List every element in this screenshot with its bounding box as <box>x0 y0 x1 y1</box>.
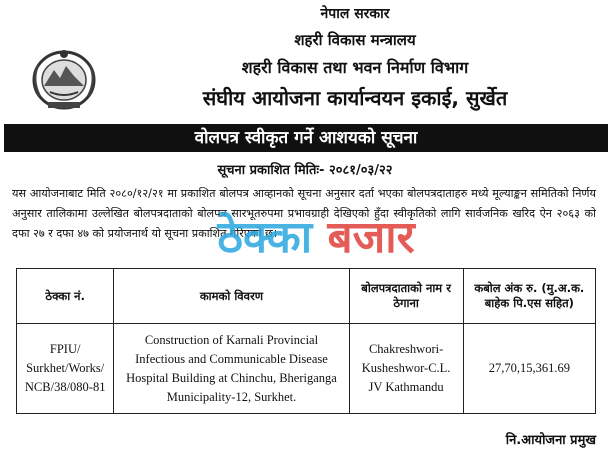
department-title: शहरी विकास तथा भवन निर्माण विभाग <box>241 58 469 77</box>
office-title: संघीय आयोजना कार्यान्वयन इकाई, सुर्खेत <box>202 86 508 110</box>
signoff: नि.आयोजना प्रमुख <box>505 433 596 448</box>
ministry-title: शहरी विकास मन्त्रालय <box>294 31 416 49</box>
cell-description: Construction of Karnali Provincial Infectious and Communicable Disease Hospital Building at Chinchu, Bheriganga Municipality-12, Surkhet. <box>114 324 349 414</box>
cell-contract-no: FPIU/ Surkhet/Works/ NCB/38/080-81 <box>17 324 114 414</box>
govt-title: नेपाल सरकार <box>320 6 390 22</box>
svg-text:ठेक्का बजार: ठेक्का बजार <box>217 212 415 263</box>
published-date: सूचना प्रकाशित मितिः- २०८१/०३/२२ <box>217 163 393 178</box>
cell-bidder: Chakreshwori-Kusheshwor-C.L. JV Kathmandu <box>349 324 463 414</box>
col-contract-no: ठेक्का नं. <box>17 269 114 324</box>
col-bidder: बोलपत्रदाताको नाम र ठेगाना <box>349 269 463 324</box>
cell-amount: 27,70,15,361.69 <box>463 324 595 414</box>
table-header-row <box>17 269 596 324</box>
nepal-emblem-icon <box>28 46 100 112</box>
notice-body: यस आयोजनाबाट मिति २०८०/१२/२१ मा प्रकाशित बोलपत्र आव्हानको सूचना अनुसार दर्ता भएका बोलपत्रदाताहरु मध्ये मूल्याङ्कन समितिको निर्णय अनुसार तालिकामा उल्लेखित बोलपत्रदाताको बोलपत्र सारभूतरुपमा प्रभावग्राही देखिएको हुँदा स्वीकृतिको लागि सार्वजनिक खरिद ऐन २०६३ को दफा २७ र दफा ४७ को प्रयोजनार्थ यो सूचना प्रकाशित गरिएको छ। <box>12 187 596 240</box>
col-amount: कबोल अंक रु. (मु.अ.क. बाहेक पि.एस सहित) <box>463 269 595 324</box>
notice-banner: वोलपत्र स्वीकृत गर्ने आशयको सूचना <box>4 124 608 152</box>
table-row <box>17 324 596 414</box>
tender-table <box>16 268 596 414</box>
col-description: कामको विवरण <box>114 269 349 324</box>
